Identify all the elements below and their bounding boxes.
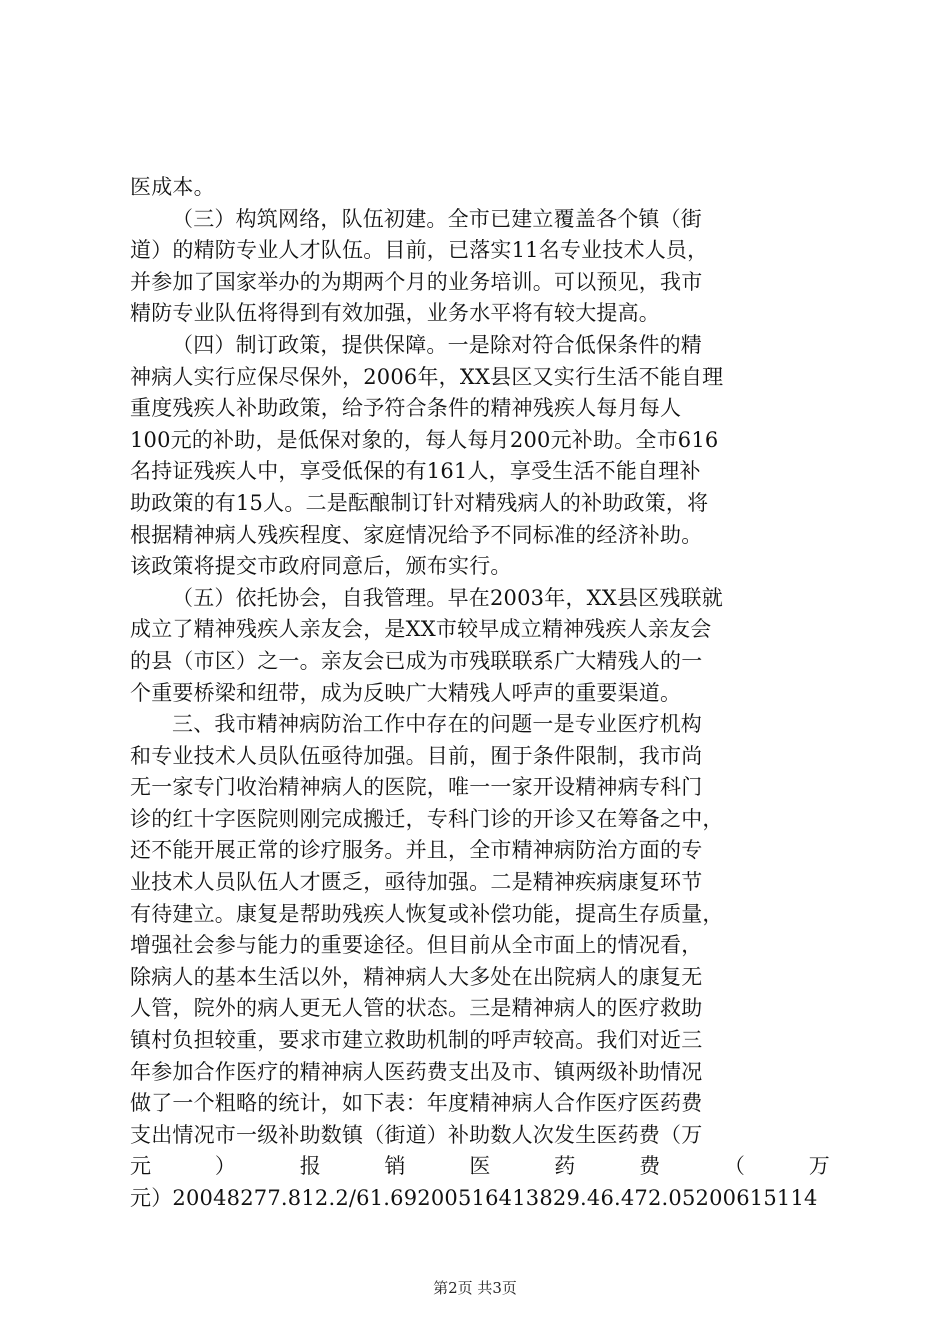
text-line: 元）20048277.812.2/61.69200516413829.46.472.05200615114 bbox=[130, 1186, 818, 1210]
text-line: 有待建立。康复是帮助残疾人恢复或补偿功能，提高生存质量， bbox=[130, 901, 724, 926]
text-line: 名持证残疾人中，享受低保的有161人，享受生活不能自理补 bbox=[130, 459, 701, 484]
page-footer: 第2页 共3页 bbox=[433, 1279, 517, 1297]
text-line: 成立了精神残疾人亲友会，是XX市较早成立精神残疾人亲友会 bbox=[130, 617, 712, 642]
text-line: 神病人实行应保尽保外，2006年，XX县区又实行生活不能自理 bbox=[130, 364, 724, 389]
text-line: 精防专业队伍将得到有效加强，业务水平将有较大提高。 bbox=[130, 301, 660, 326]
text-line: 无一家专门收治精神病人的医院，唯一一家开设精神病专科门 bbox=[130, 775, 703, 800]
spread-token: 销 bbox=[384, 1154, 406, 1179]
spread-token: 药 bbox=[554, 1154, 576, 1179]
spread-token: 费 bbox=[639, 1154, 661, 1179]
text-line: 还不能开展正常的诊疗服务。并且，全市精神病防治方面的专 bbox=[130, 838, 703, 863]
text-line: 年参加合作医疗的精神病人医药费支出及市、镇两级补助情况 bbox=[130, 1059, 703, 1084]
text-line: 诊的红十字医院则刚完成搬迁，专科门诊的开诊又在筹备之中， bbox=[130, 806, 724, 831]
body-text bbox=[130, 172, 830, 1215]
text-line: 镇村负担较重，要求市建立救助机制的呼声较高。我们对近三 bbox=[130, 1028, 703, 1053]
text-line: （五）依托协会，自我管理。早在2003年，XX县区残联就 bbox=[172, 585, 723, 610]
text-line: （四）制订政策，提供保障。一是除对符合低保条件的精 bbox=[172, 332, 702, 357]
spread-token: ） bbox=[214, 1154, 237, 1179]
text-line: 道）的精防专业人才队伍。目前，已落实11名专业技术人员， bbox=[130, 238, 709, 263]
text-line: 重度残疾人补助政策，给予符合条件的精神残疾人每月每人 bbox=[130, 396, 682, 421]
text-line: 支出情况市一级补助数镇（街道）补助数人次发生医药费（万 bbox=[130, 1122, 703, 1147]
text-line-spread bbox=[130, 1151, 830, 1183]
text-line: 的县（市区）之一。亲友会已成为市残联联系广大精残人的一 bbox=[130, 648, 703, 673]
text-line: 三、我市精神病防治工作中存在的问题一是专业医疗机构 bbox=[172, 712, 702, 737]
text-line: 增强社会参与能力的重要途径。但目前从全市面上的情况看， bbox=[130, 933, 703, 958]
text-line: 助政策的有15人。二是酝酿制订针对精残病人的补助政策，将 bbox=[130, 490, 709, 515]
text-line: 做了一个粗略的统计，如下表：年度精神病人合作医疗医药费 bbox=[130, 1091, 703, 1116]
text-line: 该政策将提交市政府同意后，颁布实行。 bbox=[130, 554, 512, 579]
text-line: 100元的补助，是低保对象的，每人每月200元补助。全市616 bbox=[130, 427, 719, 452]
text-line: 医成本。 bbox=[130, 175, 215, 199]
text-line: 业技术人员队伍人才匮乏，亟待加强。二是精神疾病康复环节 bbox=[130, 870, 703, 895]
spread-token: 元 bbox=[130, 1154, 152, 1179]
spread-token: 报 bbox=[299, 1154, 321, 1179]
text-line: （三）构筑网络，队伍初建。全市已建立覆盖各个镇（街 bbox=[172, 206, 702, 231]
text-line: 人管，院外的病人更无人管的状态。三是精神病人的医疗救助 bbox=[130, 996, 703, 1021]
text-line: 除病人的基本生活以外，精神病人大多处在出院病人的康复无 bbox=[130, 964, 703, 989]
text-line: 和专业技术人员队伍亟待加强。目前，囿于条件限制，我市尚 bbox=[130, 743, 703, 768]
spread-token: （ bbox=[723, 1154, 746, 1179]
spread-token: 万 bbox=[808, 1154, 830, 1179]
spread-token: 医 bbox=[469, 1154, 491, 1179]
text-line: 根据精神病人残疾程度、家庭情况给予不同标准的经济补助。 bbox=[130, 522, 703, 547]
text-line: 个重要桥梁和纽带，成为反映广大精残人呼声的重要渠道。 bbox=[130, 680, 682, 705]
text-line: 并参加了国家举办的为期两个月的业务培训。可以预见，我市 bbox=[130, 269, 703, 294]
